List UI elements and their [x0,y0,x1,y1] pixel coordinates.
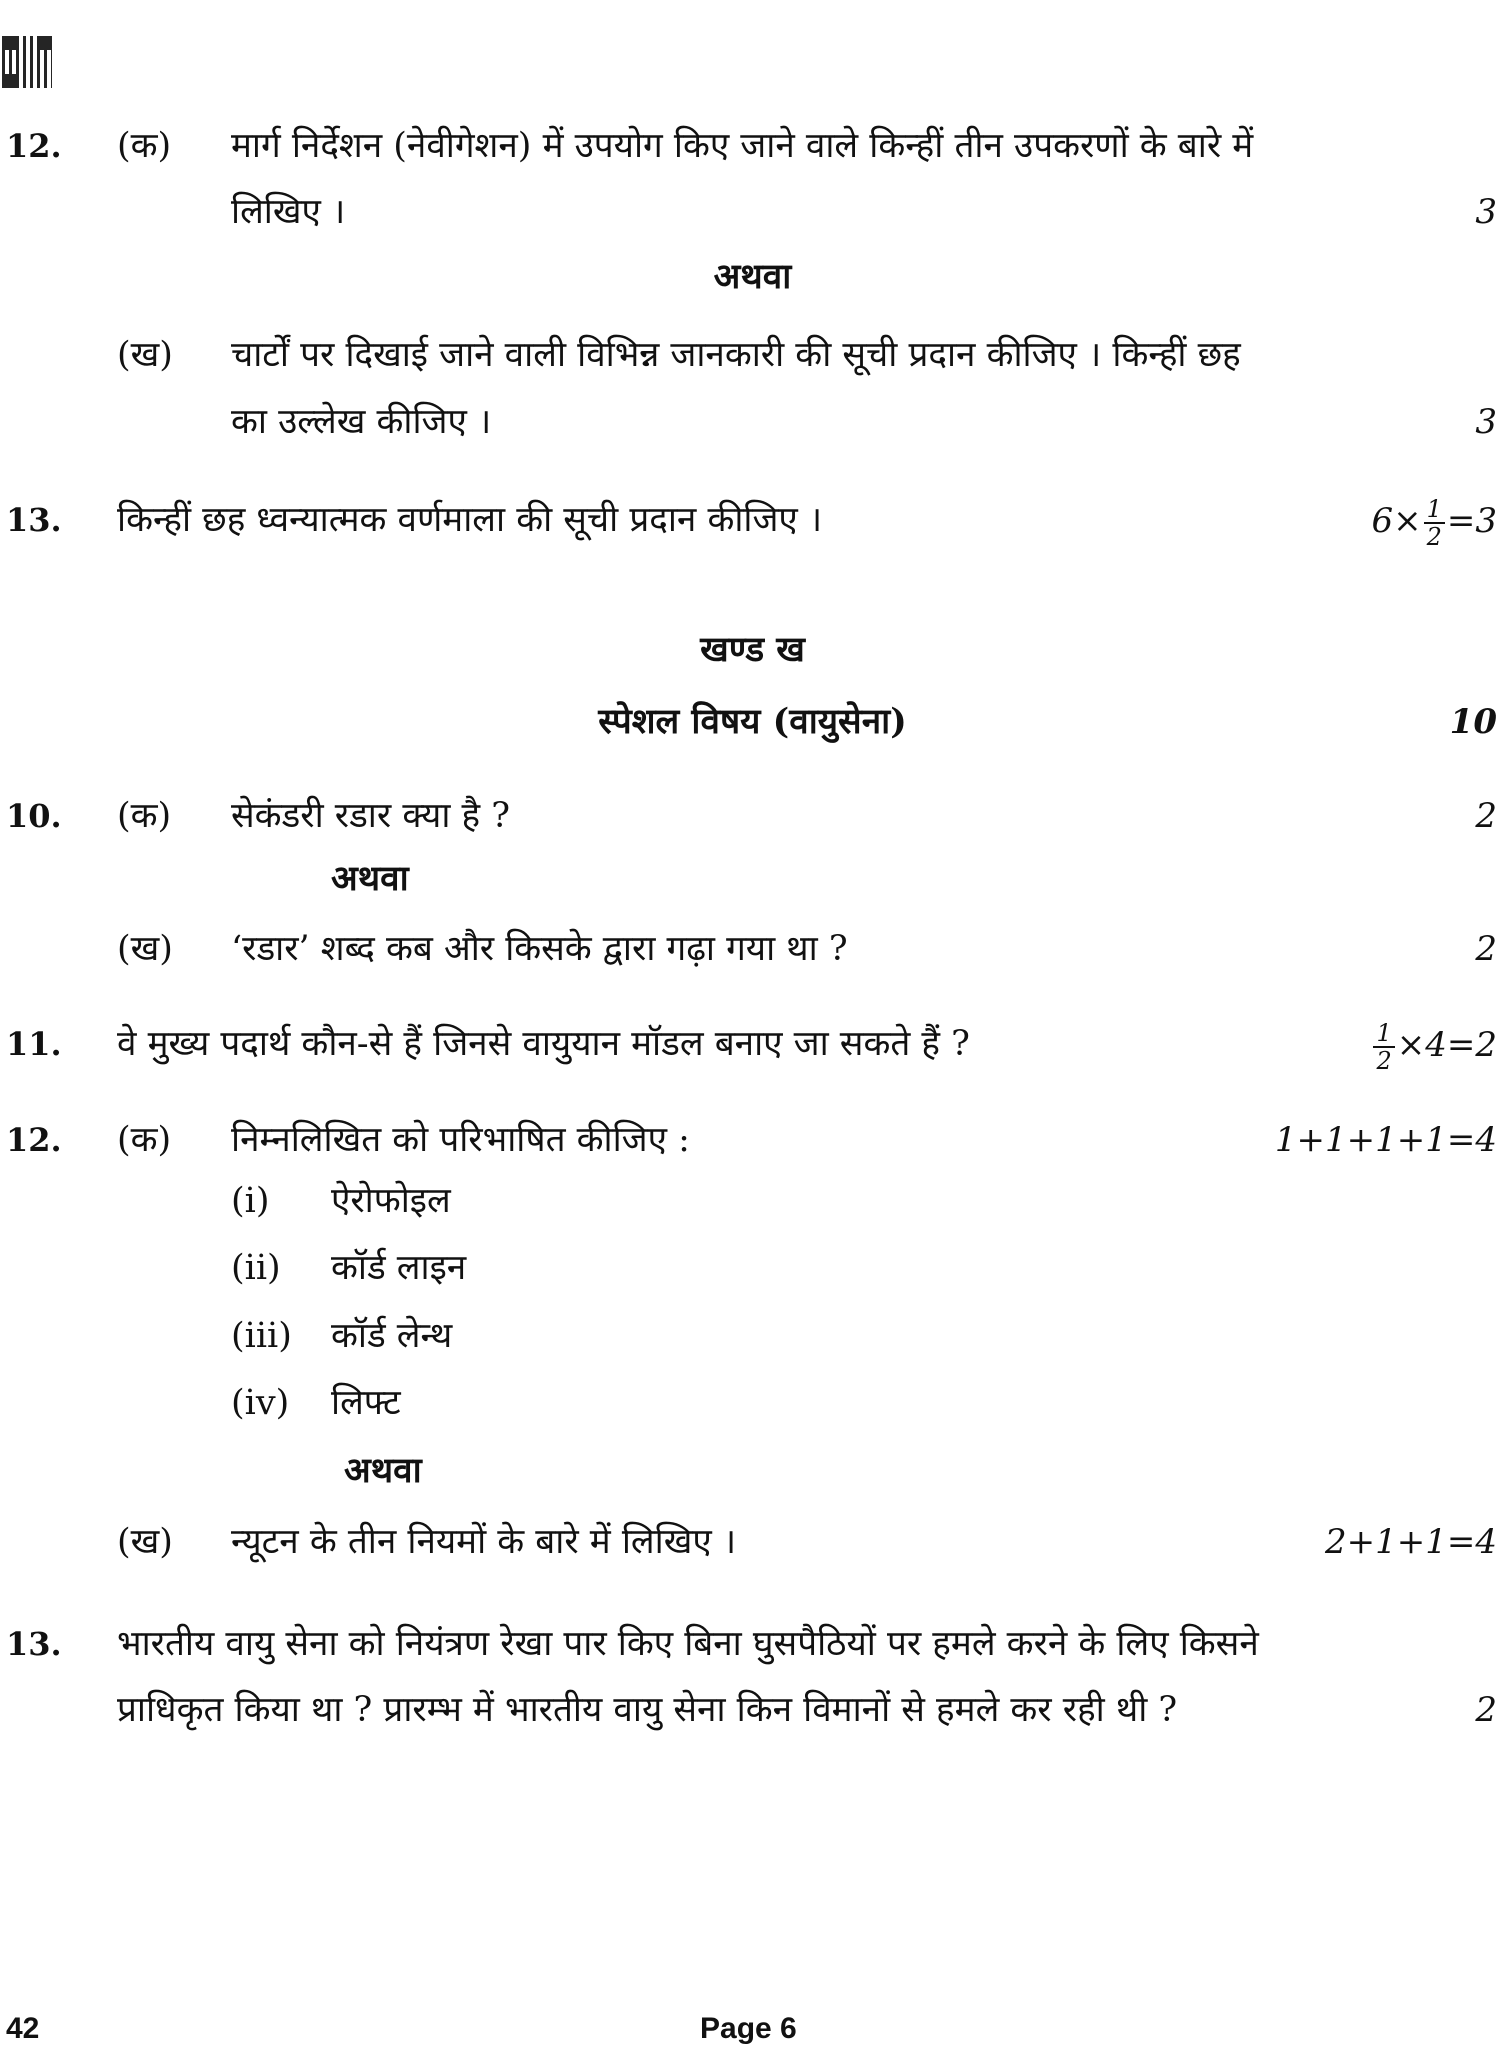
numerator: 1 [1373,1020,1394,1048]
question-text: वे मुख्य पदार्थ कौन-से हैं जिनसे वायुयान मॉडल बनाए जा सकते हैं ? [117,1024,970,1064]
question-text: भारतीय वायु सेना को नियंत्रण रेखा पार किए बिना घुसपैठियों पर हमले करने के लिए किसने [117,1624,1259,1664]
question-number: 12. [6,127,62,165]
item-text: कॉर्ड लाइन [331,1248,467,1288]
question-text: ‘रडार’ शब्द कब और किसके द्वारा गढ़ा गया था ? [231,929,848,969]
marks: 3 [1475,192,1497,232]
or-label: अथवा [331,858,409,899]
item-text: ऐरोफोइल [331,1181,451,1221]
question-text: मार्ग निर्देशन (नेवीगेशन) में उपयोग किए जाने वाले किन्हीं तीन उपकरणों के बारे में [231,126,1254,166]
question-text: किन्हीं छह ध्वन्यात्मक वर्णमाला की सूची प्रदान कीजिए । [117,500,823,540]
marks: 1+1+1+1=4 [1274,1120,1497,1160]
denominator: 2 [1376,1047,1392,1075]
option-label: (ख) [117,929,173,969]
question-number: 11. [6,1025,62,1063]
question-number: 13. [6,501,62,539]
question-text: न्यूटन के तीन नियमों के बारे में लिखिए । [231,1522,737,1562]
or-label: अथवा [344,1450,422,1491]
question-number: 10. [6,797,62,835]
marks [1371,1020,1497,1074]
marks: 2 [1475,929,1497,969]
item-label: (ii) [231,1248,281,1288]
question-text: चार्टों पर दिखाई जाने वाली विभिन्न जानकारी की सूची प्रदान कीजिए । किन्हीं छह [231,335,1241,375]
item-label: (iii) [231,1316,292,1356]
question-text: प्राधिकृत किया था ? प्रारम्भ में भारतीय वायु सेना किन विमानों से हमले कर रही थी ? [117,1690,1178,1730]
paper-code: 42 [6,2012,40,2045]
question-text: लिखिए । [231,192,346,232]
fraction [1373,1020,1394,1074]
option-label: (ख) [117,335,173,375]
section-subtitle: स्पेशल विषय (वायुसेना) [598,701,907,742]
marks [1371,496,1497,550]
question-number: 12. [6,1121,62,1159]
marks-suffix: ×4=2 [1396,1025,1497,1065]
item-text: लिफ्ट [331,1383,401,1423]
numerator: 1 [1424,496,1445,524]
question-text: का उल्लेख कीजिए । [231,402,492,442]
marks: 2 [1475,1690,1497,1730]
option-label: (क) [117,796,172,836]
option-label: (ख) [117,1522,173,1562]
marks: 2+1+1=4 [1325,1522,1497,1562]
marks-suffix: =3 [1446,501,1497,541]
option-label: (क) [117,1120,172,1160]
fraction [1424,496,1445,550]
question-number: 13. [6,1625,62,1663]
question-text: सेकंडरी रडार क्या है ? [231,796,511,836]
marks-prefix: 6× [1371,501,1422,541]
question-text: निम्नलिखित को परिभाषित कीजिए : [231,1120,690,1160]
marks: 2 [1475,796,1497,836]
marks: 3 [1475,402,1497,442]
item-label: (i) [231,1181,270,1221]
item-label: (iv) [231,1383,290,1423]
section-marks: 10 [1449,702,1497,742]
denominator: 2 [1426,523,1442,551]
section-title: खण्ड ख [700,629,805,670]
qr-code [2,36,52,88]
item-text: कॉर्ड लेन्थ [331,1316,453,1356]
page-number: Page 6 [700,2012,797,2045]
option-label: (क) [117,126,172,166]
or-label: अथवा [713,256,792,297]
